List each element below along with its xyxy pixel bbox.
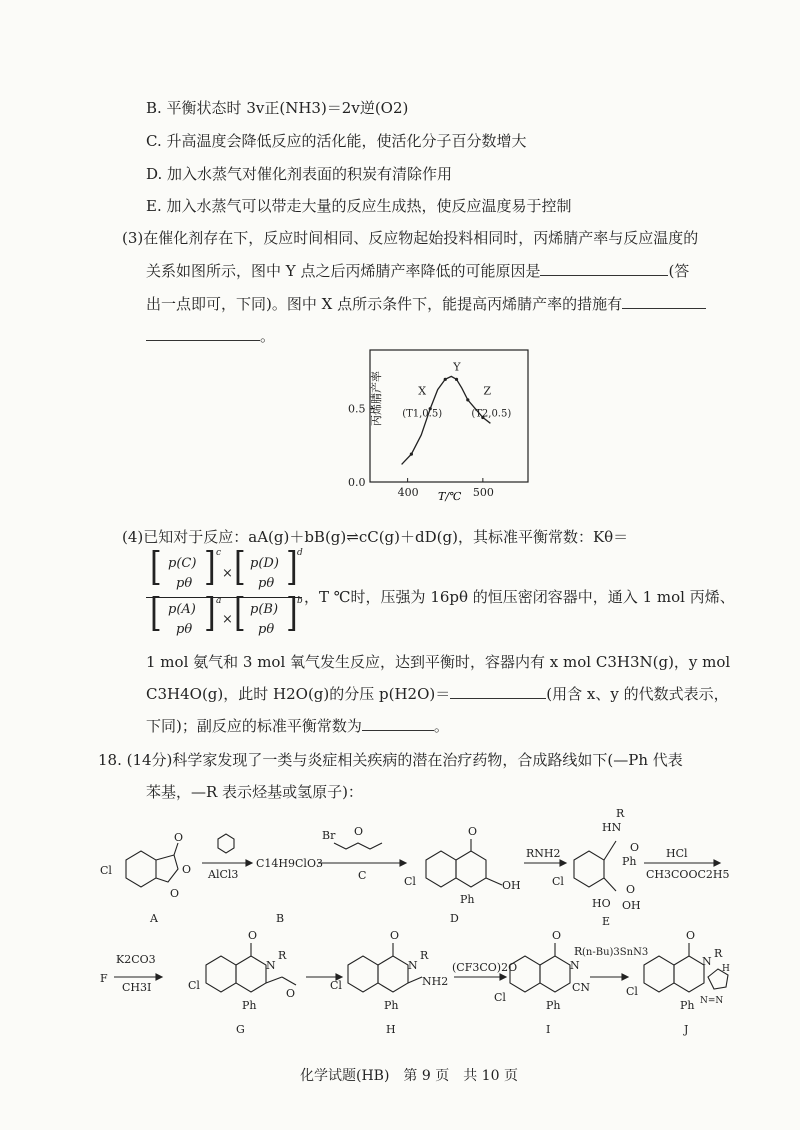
atom-br: Br: [322, 829, 336, 842]
atom-ph: Ph: [384, 999, 399, 1012]
exp-b: b: [297, 596, 303, 606]
atom-ph: Ph: [546, 999, 561, 1012]
point-coord-x: (T1,0.5): [402, 408, 443, 420]
atom-cl: Cl: [100, 864, 112, 877]
label-c: C: [358, 869, 367, 882]
reagent-etoac: CH3COOC2H5: [646, 868, 730, 881]
atom-r: R: [714, 947, 723, 960]
atom-o: O: [248, 929, 258, 942]
label-g: G: [236, 1023, 245, 1036]
bracket-right: ]: [286, 590, 298, 637]
q4-line5-end: 。: [433, 717, 449, 735]
q4-line5-text: 下同)；副反应的标准平衡常数为: [146, 717, 362, 735]
label-e: E: [602, 915, 611, 928]
atom-cl: Cl: [188, 979, 200, 992]
atom-o: O: [170, 887, 180, 900]
y-tick-label: 0.5: [348, 402, 366, 416]
point-label-z: Z: [483, 384, 491, 398]
reagent-alcl3: AlCl3: [208, 868, 239, 881]
label-h: H: [386, 1023, 396, 1036]
answer-blank[interactable]: [146, 326, 260, 341]
compound-d: [426, 839, 502, 887]
q4-line2: ，T ℃时，压强为 16pθ 的恒压密闭容器中，通入 1 mol 丙烯、: [304, 588, 735, 606]
atom-n-eq-n: N=N: [700, 996, 724, 1006]
atom-ph: Ph: [622, 855, 637, 868]
answer-blank[interactable]: [622, 294, 706, 309]
num-pc: p(C): [168, 556, 197, 571]
y-tick-label: 0.0: [348, 476, 366, 489]
label-i: I: [546, 1023, 551, 1036]
atom-cl: Cl: [330, 979, 342, 992]
x-axis-label: T/℃: [438, 490, 462, 503]
atom-n: N: [266, 959, 276, 972]
bracket-left: [: [150, 590, 162, 637]
q3-line3-text: 出一点即可，下同)。图中 X 点所示条件下，能提高丙烯腈产率的措施有: [146, 295, 623, 313]
atom-o: O: [174, 831, 184, 844]
q3-line3: [146, 294, 706, 314]
data-point: [410, 453, 413, 456]
q4-line4-text: C3H4O(g)，此时 H2O(g)的分压 p(H2O)＝: [146, 685, 451, 703]
atom-o: O: [626, 883, 636, 896]
atom-r: R: [420, 949, 429, 962]
answer-blank[interactable]: [450, 684, 546, 699]
bracket-right: ]: [286, 544, 298, 591]
q3-line2-text: 关系如图所示，图中 Y 点之后丙烯腈产率降低的可能原因是: [146, 262, 541, 280]
bracket-left: [: [234, 590, 246, 637]
den-ptheta-1: pθ: [176, 622, 193, 637]
bracket-right: ]: [204, 590, 216, 637]
atom-cn: CN: [572, 981, 591, 994]
q4-line1: (4)已知对于反应：aA(g)＋bB(g)⇌cC(g)＋dD(g)，其标准平衡常数：Kθ＝: [122, 528, 629, 546]
x-tick-label: 500: [472, 486, 494, 499]
benzene-ring: [218, 834, 234, 853]
label-a: A: [150, 912, 158, 925]
atom-n: N: [702, 955, 712, 968]
yield-curve: [402, 376, 491, 464]
atom-h: H: [722, 964, 730, 974]
q18-line1: 18. (14分)科学家发现了一类与炎症相关疾病的潜在治疗药物，合成路线如下(—Ph 代表: [98, 751, 683, 769]
option-b: B. 平衡状态时 3v正(NH3)＝2v逆(O2): [146, 99, 409, 117]
atom-o: O: [286, 987, 296, 1000]
atom-oh: OH: [502, 879, 521, 892]
den-pa: p(A): [168, 602, 196, 617]
atom-cl: Cl: [404, 875, 416, 888]
atom-cl: Cl: [626, 985, 638, 998]
atom-hn: HN: [602, 821, 622, 834]
q4-line4-tail: (用含 x、y 的代数式表示，: [546, 685, 729, 703]
atom-oh: OH: [622, 899, 641, 912]
data-point: [444, 378, 447, 381]
point-coord-z: (T2,0.5): [471, 408, 512, 420]
atom-r: R: [616, 807, 625, 820]
label-b: B: [276, 912, 285, 925]
synthesis-scheme: [96, 805, 736, 1040]
formula-b: C14H9ClO3: [256, 857, 323, 870]
den-ptheta-2: pθ: [258, 622, 275, 637]
atom-cl: Cl: [552, 875, 564, 888]
yield-temperature-chart: [330, 340, 540, 520]
atom-cl: Cl: [494, 991, 506, 1004]
compound-a: [126, 843, 178, 887]
atom-n: N: [408, 959, 418, 972]
data-point: [466, 398, 469, 401]
bracket-right: ]: [204, 544, 216, 591]
atom-ph: Ph: [242, 999, 257, 1012]
q3-line1: (3)在催化剂存在下，反应时间相同、反应物起始投料相同时，丙烯腈产率与反应温度的: [122, 229, 699, 247]
reagent-k2co3: K2CO3: [116, 953, 156, 966]
atom-o: O: [552, 929, 562, 942]
q3-line4-end: 。: [260, 327, 276, 345]
bracket-left: [: [234, 544, 246, 591]
compound-i: [510, 943, 570, 992]
y-axis-label: 丙烯腈产率: [370, 371, 383, 426]
x-tick-label: 400: [397, 486, 419, 499]
exp-a: a: [216, 596, 222, 606]
bracket-left: [: [150, 544, 162, 591]
label-j: J: [684, 1023, 689, 1036]
num-ptheta-1: pθ: [176, 576, 193, 591]
atom-ph: Ph: [680, 999, 695, 1012]
point-label-y: Y: [453, 360, 461, 374]
reagent-rnh2: RNH2: [526, 847, 561, 860]
label-d: D: [450, 912, 459, 925]
k-theta-fraction: [146, 544, 303, 642]
atom-o: O: [182, 863, 192, 876]
atom-r: R: [278, 949, 287, 962]
label-f: F: [100, 972, 108, 985]
atom-nh2: NH2: [422, 975, 449, 988]
atom-n: N: [570, 959, 580, 972]
times-1: ×: [222, 566, 233, 581]
reagent-sn: (n-Bu)3SnN3: [582, 947, 649, 958]
atom-ho: HO: [592, 897, 611, 910]
reagent-ch3i: CH3I: [122, 981, 152, 994]
atom-o: O: [354, 825, 364, 838]
q3-line2: [146, 261, 689, 281]
atom-o: O: [630, 841, 640, 854]
den-pb: p(B): [250, 602, 279, 617]
fraction-bar: [146, 597, 302, 598]
option-e: E. 加入水蒸气可以带走大量的反应生成热，使反应温度易于控制: [146, 197, 572, 215]
q3-line4: [146, 326, 275, 346]
answer-blank[interactable]: [362, 716, 434, 731]
q18-line2: 苯基，—R 表示烃基或氢原子)：: [146, 783, 363, 801]
reagent-tfaa: (CF3CO)2O: [452, 961, 518, 974]
times-2: ×: [222, 612, 233, 627]
reagent-hcl: HCl: [666, 847, 688, 860]
q4-line3: 1 mol 氨气和 3 mol 氧气发生反应，达到平衡时，容器内有 x mol C3H3N(g)，y mol: [146, 653, 731, 671]
point-label-x: X: [418, 384, 427, 398]
atom-o: O: [686, 929, 696, 942]
atom-ph: Ph: [460, 893, 475, 906]
num-pd: p(D): [250, 556, 279, 571]
option-d: D. 加入水蒸气对催化剂表面的积炭有清除作用: [146, 165, 453, 183]
num-ptheta-2: pθ: [258, 576, 275, 591]
atom-o: O: [390, 929, 400, 942]
reagent-c-structure: [334, 843, 382, 849]
q4-line4: [146, 684, 729, 704]
option-c: C. 升高温度会降低反应的活化能，使活化分子百分数增大: [146, 132, 527, 150]
atom-r: R: [574, 945, 583, 958]
q4-line5: [146, 716, 449, 736]
page-footer: 化学试题(HB) 第 9 页 共 10 页: [300, 1068, 518, 1084]
answer-blank[interactable]: [540, 261, 668, 276]
exp-c: c: [216, 548, 222, 558]
data-point: [455, 378, 458, 381]
compound-e: [574, 841, 616, 891]
q3-line2-tail: (答: [668, 262, 690, 280]
exp-d: d: [297, 548, 303, 558]
atom-o: O: [468, 825, 478, 838]
